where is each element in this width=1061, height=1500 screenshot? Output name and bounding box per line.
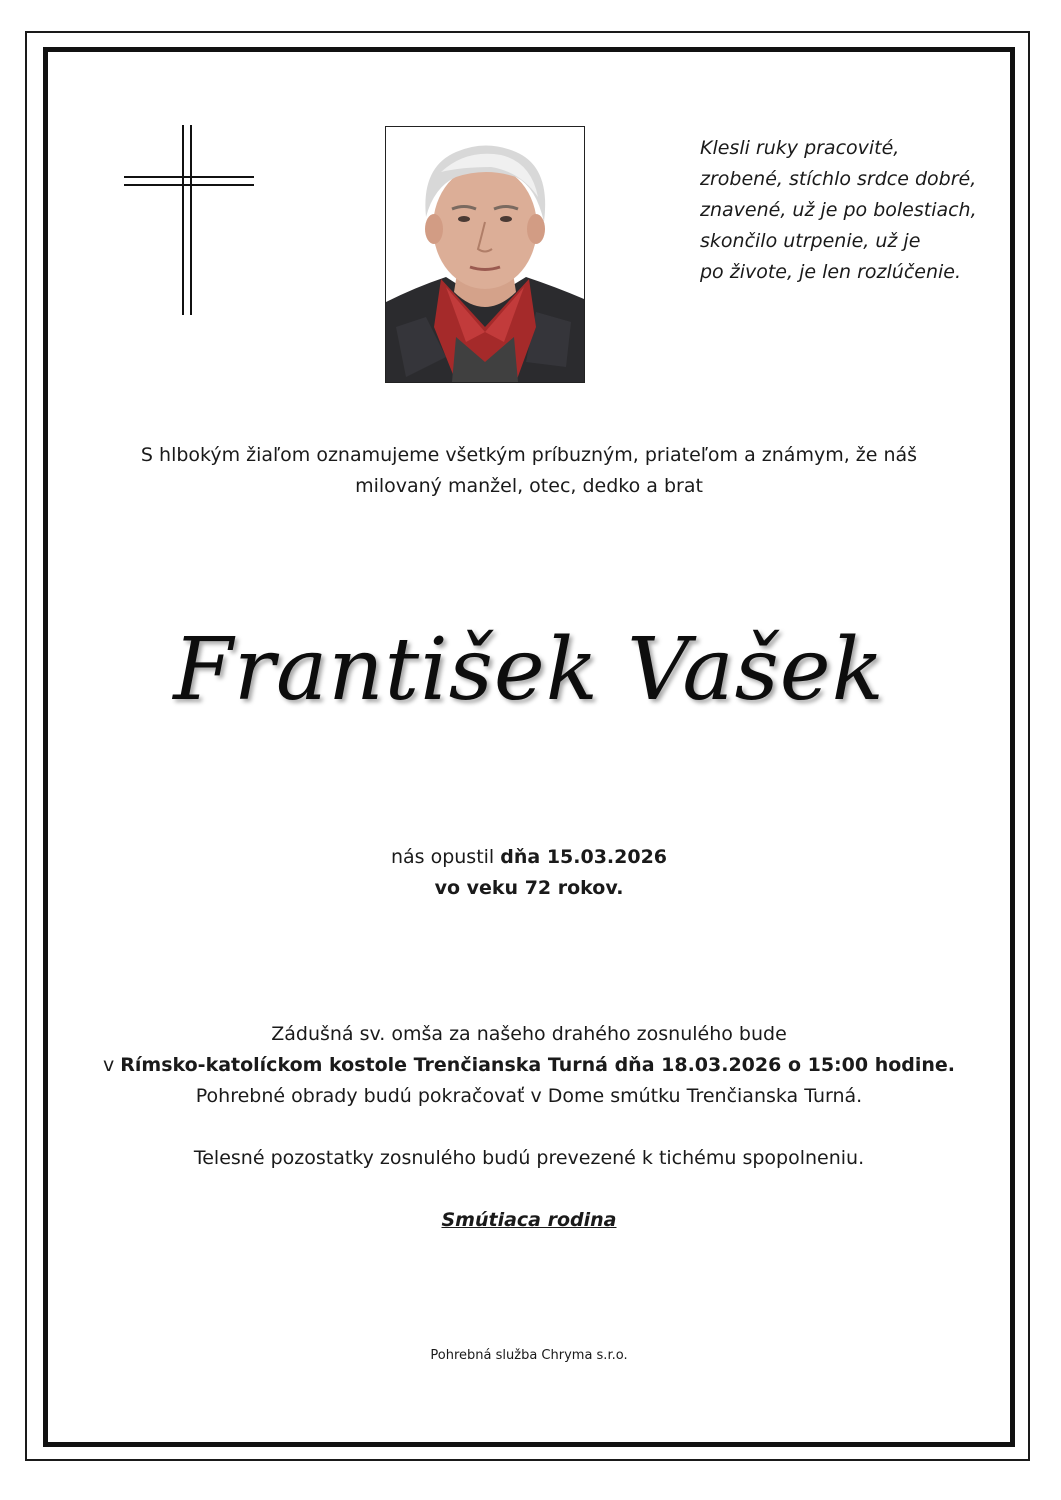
announcement-line-2: milovaný manžel, otec, dedko a brat	[355, 475, 703, 497]
remains-info: Telesné pozostatky zosnulého budú prevezené k tichému spopolneniu.	[193, 1147, 865, 1169]
service-line-2-prefix: v	[102, 1054, 115, 1076]
service-info	[50, 1019, 1008, 1112]
death-prefix: nás opustil	[390, 846, 495, 868]
death-date-line	[50, 842, 1008, 873]
family-signature: Smútiaca rodina	[441, 1209, 617, 1231]
poem	[700, 133, 1000, 288]
poem-line: skončilo utrpenie, už je	[700, 230, 921, 252]
deceased-name: František Vašek	[173, 620, 885, 720]
poem-line: po živote, je len rozlúčenie.	[700, 261, 962, 283]
death-age: vo veku 72 rokov.	[434, 877, 624, 899]
poem-line: znavené, už je po bolestiach,	[700, 199, 977, 221]
service-line-2	[50, 1050, 1008, 1081]
service-location-date: Rímsko-katolíckom kostole Trenčianska Turná dňa 18.03.2026 o 15:00 hodine.	[120, 1054, 956, 1076]
service-line-3: Pohrebné obrady budú pokračovať v Dome smútku Trenčianska Turná.	[195, 1085, 863, 1107]
poem-line: zrobené, stíchlo srdce dobré,	[700, 168, 977, 190]
death-info	[50, 842, 1008, 904]
death-date: dňa 15.03.2026	[500, 846, 668, 868]
service-line-1: Zádušná sv. omša za našeho drahého zosnulého bude	[271, 1023, 787, 1045]
announcement	[50, 440, 1008, 502]
funeral-company: Pohrebná služba Chryma s.r.o.	[430, 1348, 628, 1363]
cross-icon	[124, 125, 254, 315]
portrait-photo	[385, 126, 585, 383]
announcement-line-1: S hlbokým žiaľom oznamujeme všetkým príbuzným, priateľom a známym, že náš	[140, 444, 918, 466]
poem-line: Klesli ruky pracovité,	[700, 137, 900, 159]
